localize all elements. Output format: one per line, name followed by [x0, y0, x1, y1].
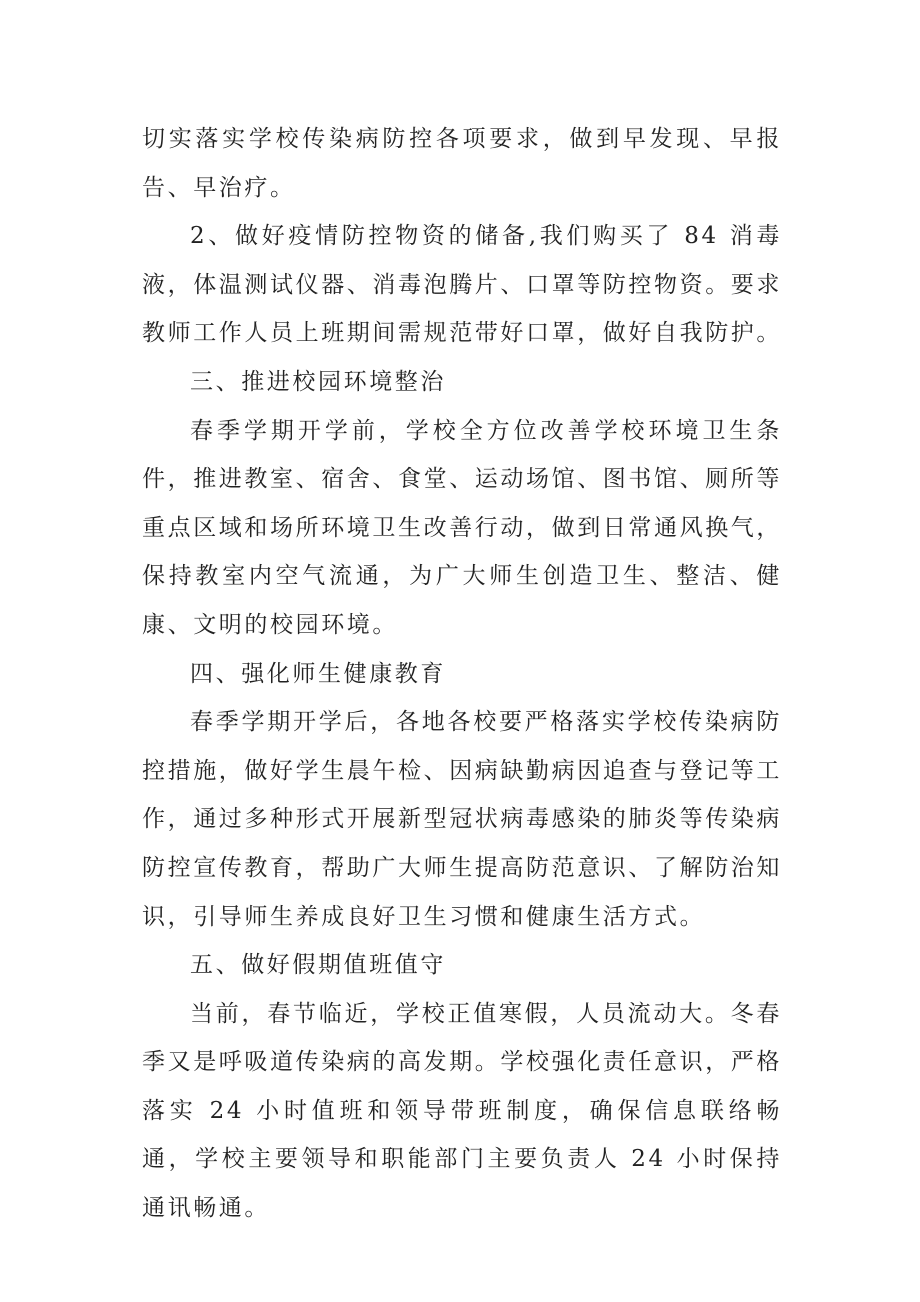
- paragraph-holiday-duty: 当前，春节临近，学校正值寒假，人员流动大。冬春季又是呼吸道传染病的高发期。学校强化责任意识，严格落实 24 小时值班和领导带班制度，确保信息联络畅通，学校主要领导和职能部门主要负责人 24 小时保持通讯畅通。: [142, 1000, 782, 1222]
- section-heading-health-education: 四、强化师生健康教育: [190, 660, 446, 687]
- paragraph-supplies: 2、做好疫情防控物资的储备,我们购买了 84 消毒液，体温测试仪器、消毒泡腾片、口罩等防控物资。要求教师工作人员上班期间需规范带好口罩，做好自我防护。: [142, 223, 782, 347]
- document-page: [142, 115, 782, 1233]
- section-heading-environment: 三、推进校园环境整治: [190, 368, 446, 395]
- paragraph-environment: 春季学期开学前，学校全方位改善学校环境卫生条件，推进教室、宿舍、食堂、运动场馆、图书馆、厕所等重点区域和场所环境卫生改善行动，做到日常通风换气，保持教室内空气流通，为广大师生创造卫生、整洁、健康、文明的校园环境。: [142, 417, 782, 638]
- paragraph-continuation: 切实落实学校传染病防控各项要求，做到早发现、早报告、早治疗。: [142, 126, 782, 201]
- paragraph-health-education: 春季学期开学后，各地各校要严格落实学校传染病防控措施，做好学生晨午检、因病缺勤病因追查与登记等工作，通过多种形式开展新型冠状病毒感染的肺炎等传染病防控宣传教育，帮助广大师生提高防范意识、了解防治知识，引导师生养成良好卫生习惯和健康生活方式。: [142, 709, 782, 930]
- section-heading-holiday-duty: 五、做好假期值班值守: [190, 952, 446, 979]
